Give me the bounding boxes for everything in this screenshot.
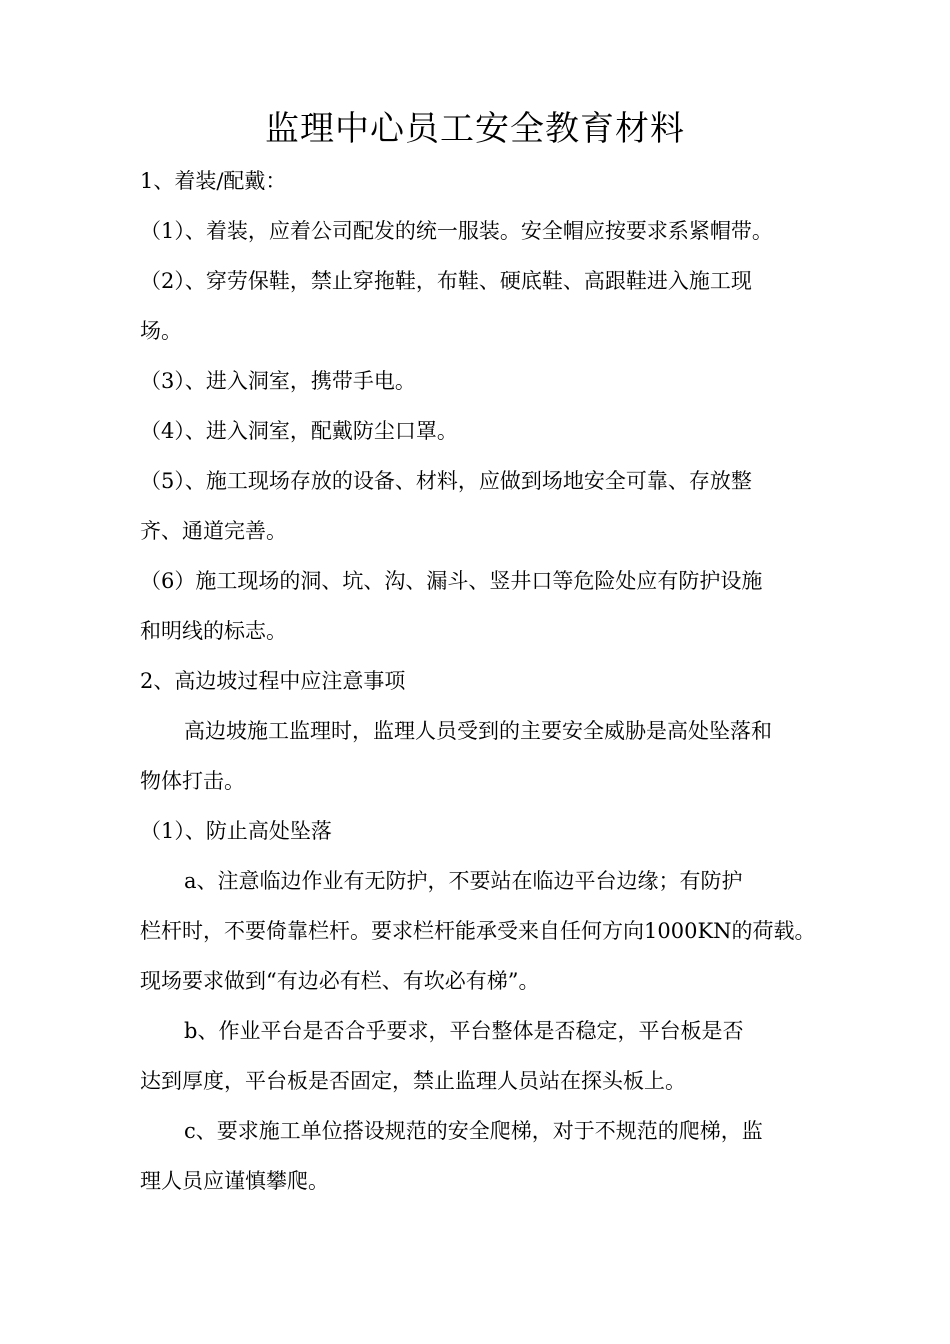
paragraph-line: （1）、着装，应着公司配发的统一服装。安全帽应按要求系紧帽带。 — [140, 219, 773, 243]
paragraph-line: 现场要求做到“有边必有栏、有坎必有梯”。 — [140, 969, 540, 993]
paragraph-line: b、作业平台是否合乎要求，平台整体是否稳定，平台板是否 — [184, 1019, 744, 1043]
paragraph-line: 齐、通道完善。 — [140, 519, 287, 543]
paragraph-line: 栏杆时，不要倚靠栏杆。要求栏杆能承受来自任何方向1000KN的荷载。 — [140, 919, 816, 943]
paragraph-line: 和明线的标志。 — [140, 619, 287, 643]
paragraph-line: （5）、施工现场存放的设备、材料，应做到场地安全可靠、存放整 — [140, 469, 752, 493]
paragraph-line: 高边坡施工监理时，监理人员受到的主要安全威胁是高处坠落和 — [184, 719, 772, 743]
paragraph-line: （2）、穿劳保鞋，禁止穿拖鞋，布鞋、硬底鞋、高跟鞋进入施工现 — [140, 269, 752, 293]
paragraph-line: 达到厚度，平台板是否固定，禁止监理人员站在探头板上。 — [140, 1069, 686, 1093]
document-title: 监理中心员工安全教育材料 — [265, 109, 685, 149]
section-2-heading: 2、高边坡过程中应注意事项 — [140, 669, 406, 693]
paragraph-line: （6）施工现场的洞、坑、沟、漏斗、竖井口等危险处应有防护设施 — [140, 569, 763, 593]
paragraph-line: 物体打击。 — [140, 769, 245, 793]
subsection-heading: （1）、防止高处坠落 — [140, 819, 332, 843]
section-1-heading: 1、着装/配戴： — [140, 169, 287, 193]
paragraph-line: c、要求施工单位搭设规范的安全爬梯，对于不规范的爬梯，监 — [184, 1119, 763, 1143]
paragraph-line: （4）、进入洞室，配戴防尘口罩。 — [140, 419, 458, 443]
paragraph-line: a、注意临边作业有无防护，不要站在临边平台边缘；有防护 — [184, 869, 743, 893]
paragraph-line: 理人员应谨慎攀爬。 — [140, 1169, 329, 1193]
paragraph-line: 场。 — [140, 319, 182, 343]
paragraph-line: （3）、进入洞室，携带手电。 — [140, 369, 416, 393]
